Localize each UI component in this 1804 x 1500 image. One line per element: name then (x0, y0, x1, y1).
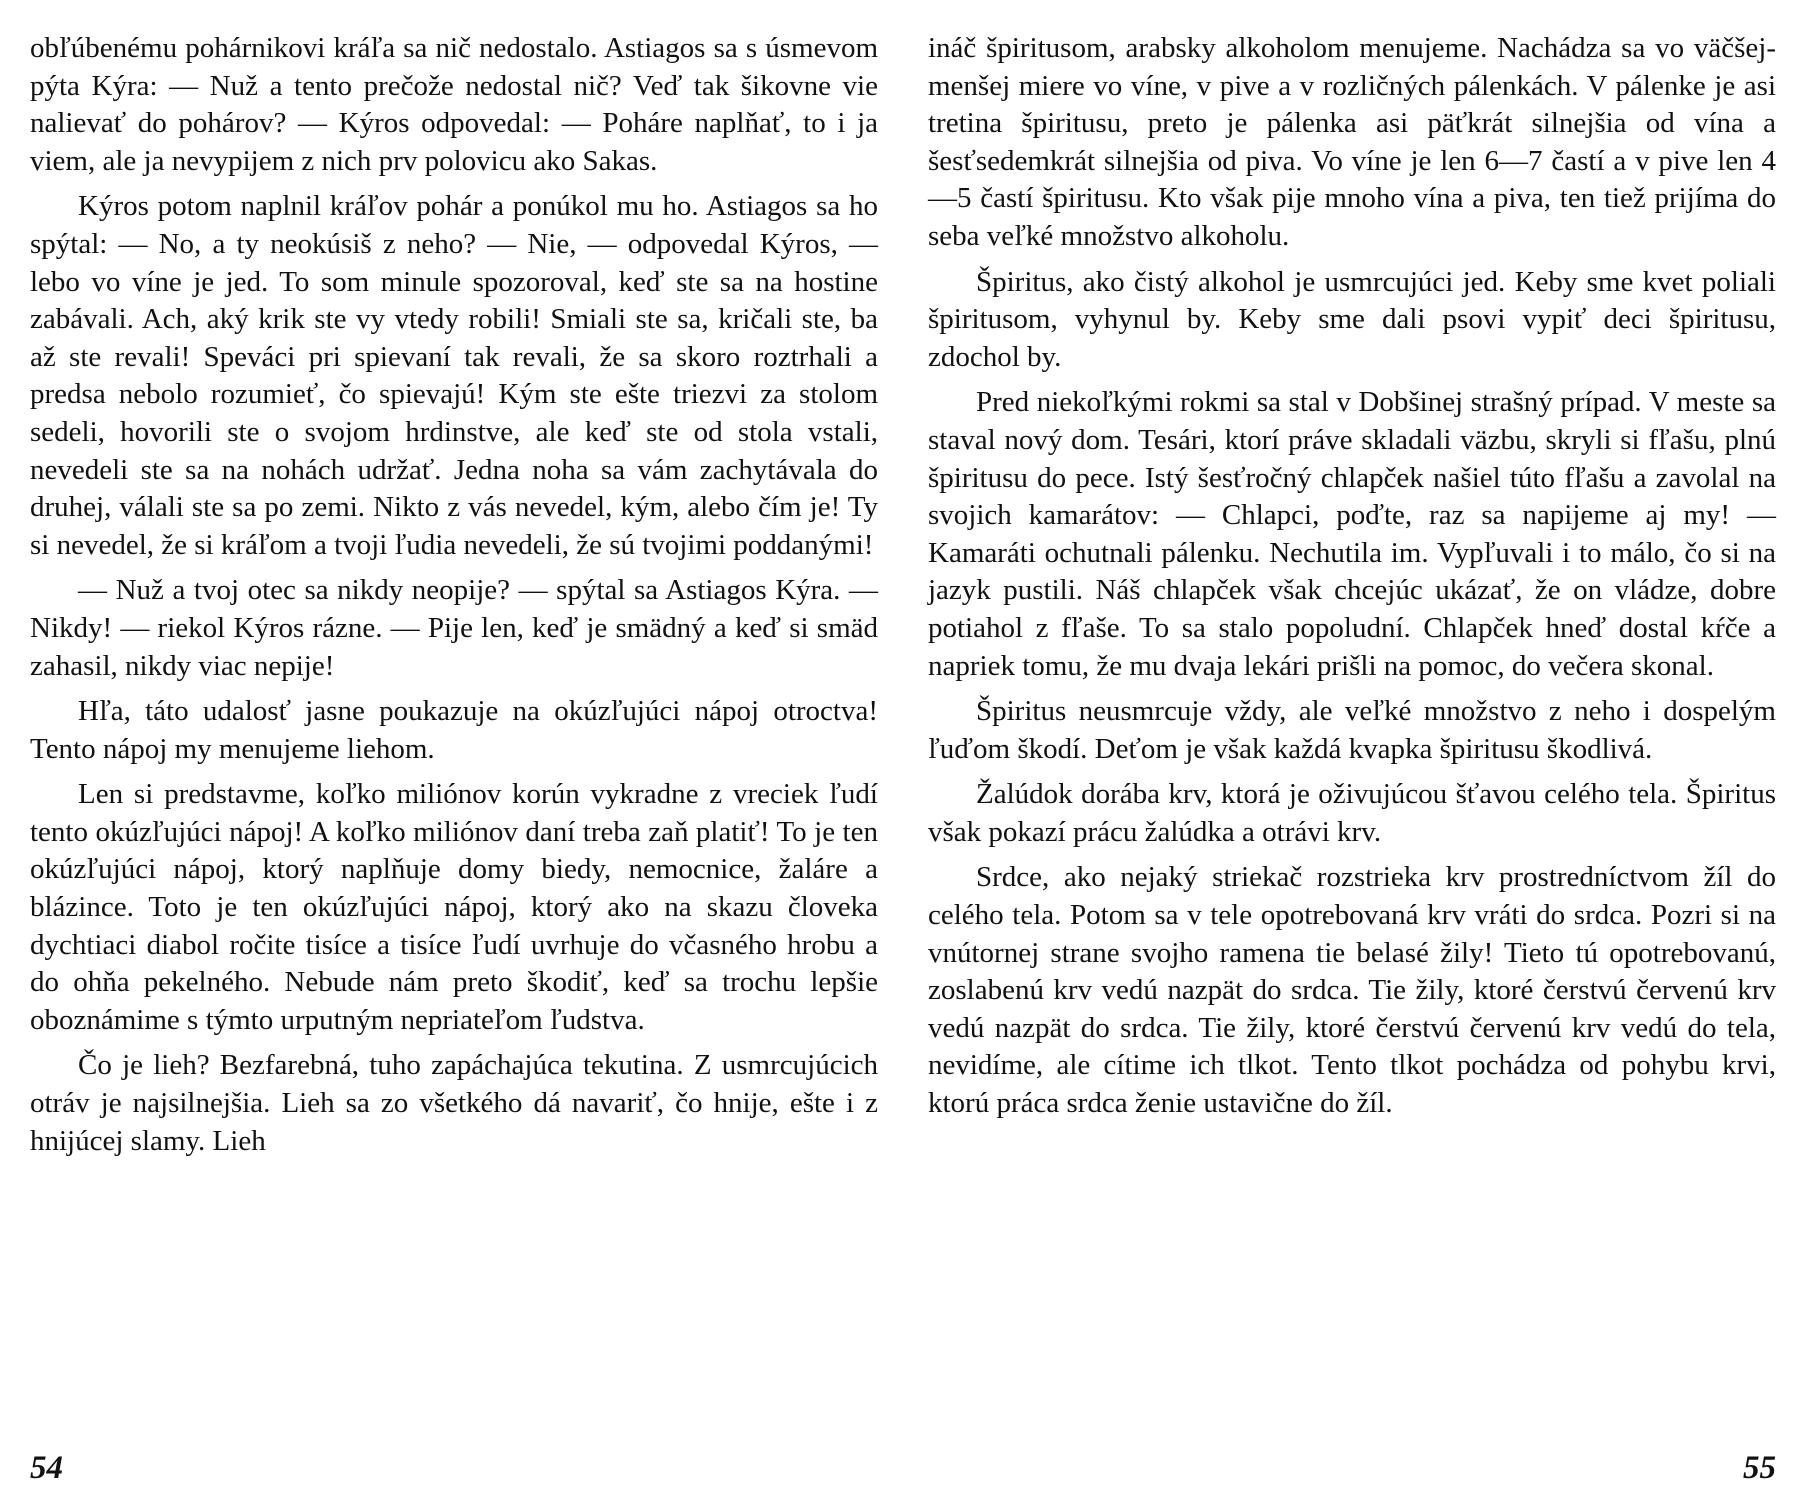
paragraph: Žalúdok dorába krv, ktorá je oživujúcou šťavou celého tela. Špiritus však pokazí prácu žalúdka a otrávi krv. (928, 778, 1776, 848)
paragraph: Pred niekoľkými rokmi sa stal v Dobšinej strašný prípad. V meste sa staval nový dom. Tesári, ktorí práve skladali väzbu, skryli si fľašu, plnú špiritusu do pece. Istý šesťročný chlapček našiel túto fľašu a zavolal na svojich kamarátov: — Chlapci, poďte, raz sa napijeme aj my! — Kamaráti ochutnali pálenku. Nechutila im. Vypľuvali i to málo, čo si na jazyk pustili. Náš chlapček však chcejúc ukázať, že on vládze, dobre potiahol z fľaše. To sa stalo popoludní. Chlapček hneď dostal kŕče a napriek tomu, že mu dvaja lekári prišli na pomoc, do večera skonal. (928, 386, 1776, 682)
paragraph: Čo je lieh? Bezfarebná, tuho zapáchajúca tekutina. Z usmrcujúcich otráv je najsilnejšia. Lieh sa zo všetkého dá navariť, čo hnije, ešte i z hnijúcej slamy. Lieh (30, 1049, 878, 1157)
paragraph: — Nuž a tvoj otec sa nikdy neopije? — spýtal sa Astiagos Kýra. — Nikdy! — riekol Kýros rázne. — Pije len, keď je smädný a keď si smäd zahasil, nikdy viac nepije! (30, 574, 878, 682)
paragraph: ináč špiritusom, arabsky alkoholom menujeme. Nachádza sa vo väčšej-menšej miere vo víne, v pive a v rozličných pálenkách. V pálenke je asi tretina špiritusu, preto je pálenka asi päťkrát silnejšia od vína a šesťsedemkrát silnejšia od piva. Vo víne je len 6—7 častí a v pive len 4—5 častí špiritusu. Kto však pije mnoho vína a piva, ten tiež prijíma do seba veľké množstvo alkoholu. (928, 32, 1776, 252)
paragraph: obľúbenému pohárnikovi kráľa sa nič nedostalo. Astiagos sa s úsmevom pýta Kýra: — Nuž a tento prečože nedostal nič? Veď tak šikovne vie nalievať do pohárov? — Kýros odpovedal: — Poháre naplňať, to i ja viem, ale ja nevypijem z nich prv polovicu ako Sakas. (30, 32, 878, 177)
paragraph: Len si predstavme, koľko miliónov korún vykradne z vreciek ľudí tento okúzľujúci nápoj! A koľko miliónov daní treba zaň platiť! To je ten okúzľujúci nápoj, ktorý naplňuje domy biedy, nemocnice, žaláre a blázince. Toto je ten okúzľujúci nápoj, ktorý ako na skazu človeka dychtiaci diabol ročite tisíce a tisíce ľudí uvrhuje do včasného hrobu a do ohňa pekelného. Nebude nám preto škodiť, keď sa trochu lepšie oboznámime s týmto urputným nepriateľom ľudstva. (30, 778, 878, 1036)
page-number: 55 (1743, 1450, 1776, 1486)
right-page (928, 30, 1776, 1486)
paragraph: Špiritus, ako čistý alkohol je usmrcujúci jed. Keby sme kvet poliali špiritusom, vyhynul by. Keby sme dali psovi vypiť deci špiritusu, zdochol by. (928, 265, 1776, 373)
page-number: 54 (30, 1450, 63, 1486)
paragraph: Hľa, táto udalosť jasne poukazuje na okúzľujúci nápoj otroctva! Tento nápoj my menujeme liehom. (30, 695, 878, 765)
paragraph: Kýros potom naplnil kráľov pohár a ponúkol mu ho. Astiagos sa ho spýtal: — No, a ty neokúsiš z neho? — Nie, — odpovedal Kýros, — lebo vo víne je jed. To som minule spozoroval, keď ste sa na hostine zabávali. Ach, aký krik ste vy vtedy robili! Smiali ste sa, kričali ste, ba až ste revali! Speváci pri spievaní tak revali, že sa skoro roztrhali a predsa nebolo rozumieť, čo spievajú! Kým ste ešte triezvi za stolom sedeli, hovorili ste o svojom hrdinstve, ale keď ste od stola vstali, nevedeli ste sa na nohách udržať. Jedna noha sa vám zachytávala do druhej, válali ste sa po zemi. Nikto z vás nevedel, kým, alebo čím je! Ty si nevedel, že si kráľom a tvoji ľudia nevedeli, že sú tvojimi poddanými! (30, 190, 878, 561)
left-page (30, 30, 878, 1486)
right-page-text (928, 30, 1776, 1131)
paragraph: Srdce, ako nejaký striekač rozstrieka krv prostredníctvom žíl do celého tela. Potom sa v tele opotrebovaná krv vráti do srdca. Pozri si na vnútornej strane svojho ramena tie belasé žily! Tieto tú opotrebovanú, zoslabenú krv vedú nazpät do srdca. Tie žily, ktoré čerstvú červenú krv vedú nazpät do srdca. Tie žily, ktoré čerstvú červenú krv vedú do tela, nevidíme, ale cítime ich tlkot. Tento tlkot pochádza od pohybu krvi, ktorú práca srdca ženie ustavične do žíl. (928, 861, 1776, 1120)
paragraph: Špiritus neusmrcuje vždy, ale veľké množstvo z neho i dospelým ľuďom škodí. Deťom je však každá kvapka špiritusu škodlivá. (928, 695, 1776, 765)
left-page-text (30, 30, 878, 1168)
